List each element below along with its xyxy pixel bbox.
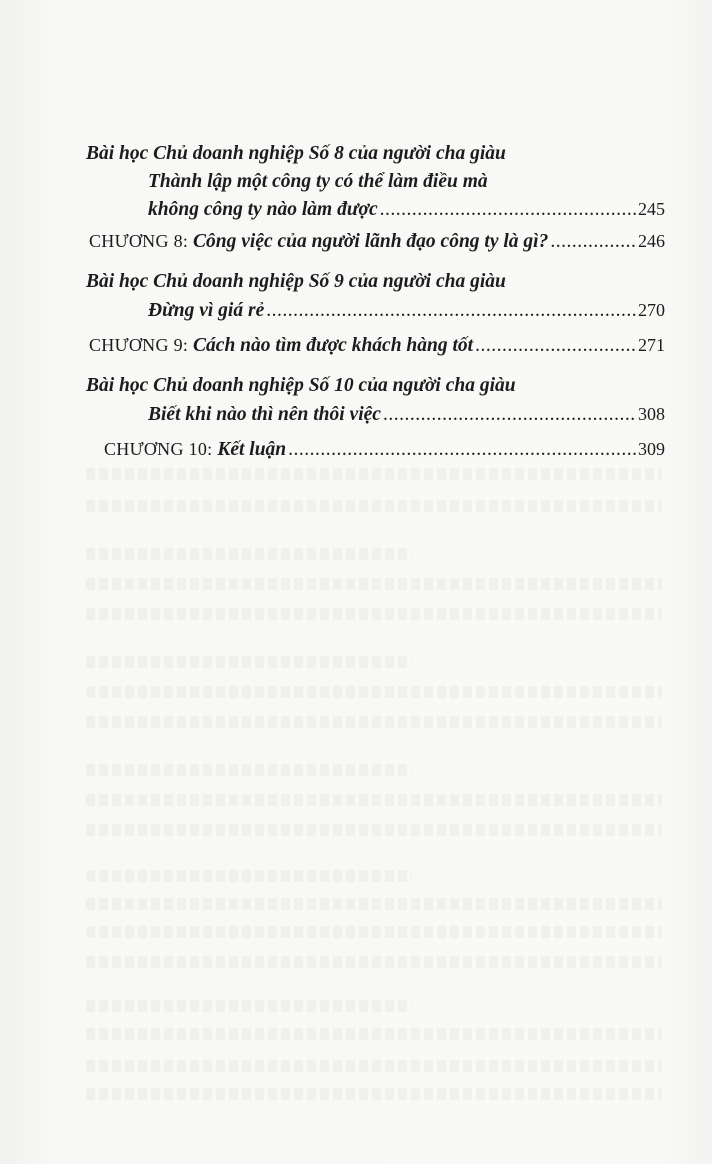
toc-entry[interactable] [148, 197, 665, 222]
toc-entry[interactable] [89, 229, 665, 254]
page-number: 270 [638, 300, 665, 320]
bleed-through-line [86, 824, 662, 836]
bleed-through-line [86, 1028, 662, 1040]
page-number: 246 [638, 231, 665, 251]
bleed-through-line [86, 548, 412, 560]
dot-leader [380, 198, 636, 222]
lesson-title: Bài học Chủ doanh nghiệp Số 10 của người cha giàu [86, 375, 516, 396]
chapter-label: CHƯƠNG 9: [89, 335, 189, 355]
toc-entry[interactable] [104, 437, 665, 462]
lesson-subtitle: Thành lập một công ty có thể làm điều mà [148, 171, 488, 192]
dot-leader [383, 403, 636, 427]
dot-leader [550, 230, 636, 254]
toc-entry[interactable] [148, 402, 665, 427]
dot-leader [266, 299, 636, 323]
bleed-through-line [86, 578, 662, 590]
page-number: 271 [638, 335, 665, 355]
bleed-through-line [86, 794, 662, 806]
bleed-through-line [86, 656, 412, 668]
toc-entry[interactable] [148, 298, 665, 323]
chapter-title: Kết luận [217, 439, 287, 460]
lesson-subtitle-line [148, 170, 488, 194]
bleed-through-line [86, 608, 662, 620]
dot-leader [288, 438, 636, 462]
bleed-through-line [86, 926, 662, 938]
bleed-through-line [86, 500, 662, 512]
toc-entry[interactable] [89, 333, 665, 358]
lesson-subtitle: không công ty nào làm được [148, 199, 378, 220]
bleed-through-line [86, 686, 662, 698]
bleed-through-line [86, 1060, 662, 1072]
bleed-through-line [86, 1000, 412, 1012]
page-number: 245 [638, 199, 665, 219]
lesson-title: Bài học Chủ doanh nghiệp Số 9 của người cha giàu [86, 271, 506, 292]
lesson-heading [86, 270, 506, 294]
chapter-title: Công việc của người lãnh đạo công ty là gì? [193, 231, 549, 252]
bleed-through-line [86, 1088, 662, 1100]
chapter-label: CHƯƠNG 10: [104, 439, 213, 459]
lesson-heading [86, 142, 506, 166]
dot-leader [475, 334, 636, 358]
bleed-through-line [86, 870, 412, 882]
lesson-title: Bài học Chủ doanh nghiệp Số 8 của người cha giàu [86, 143, 506, 164]
lesson-heading [86, 374, 516, 398]
bleed-through-line [86, 956, 662, 968]
page-number: 308 [638, 404, 665, 424]
lesson-subtitle: Đừng vì giá rẻ [148, 300, 265, 321]
bleed-through-line [86, 468, 662, 480]
page-number: 309 [638, 439, 665, 459]
bleed-through-line [86, 764, 412, 776]
chapter-title: Cách nào tìm được khách hàng tốt [193, 335, 474, 356]
bleed-through-line [86, 716, 662, 728]
chapter-label: CHƯƠNG 8: [89, 231, 189, 251]
lesson-subtitle: Biết khi nào thì nên thôi việc [148, 404, 381, 425]
bleed-through-line [86, 898, 662, 910]
